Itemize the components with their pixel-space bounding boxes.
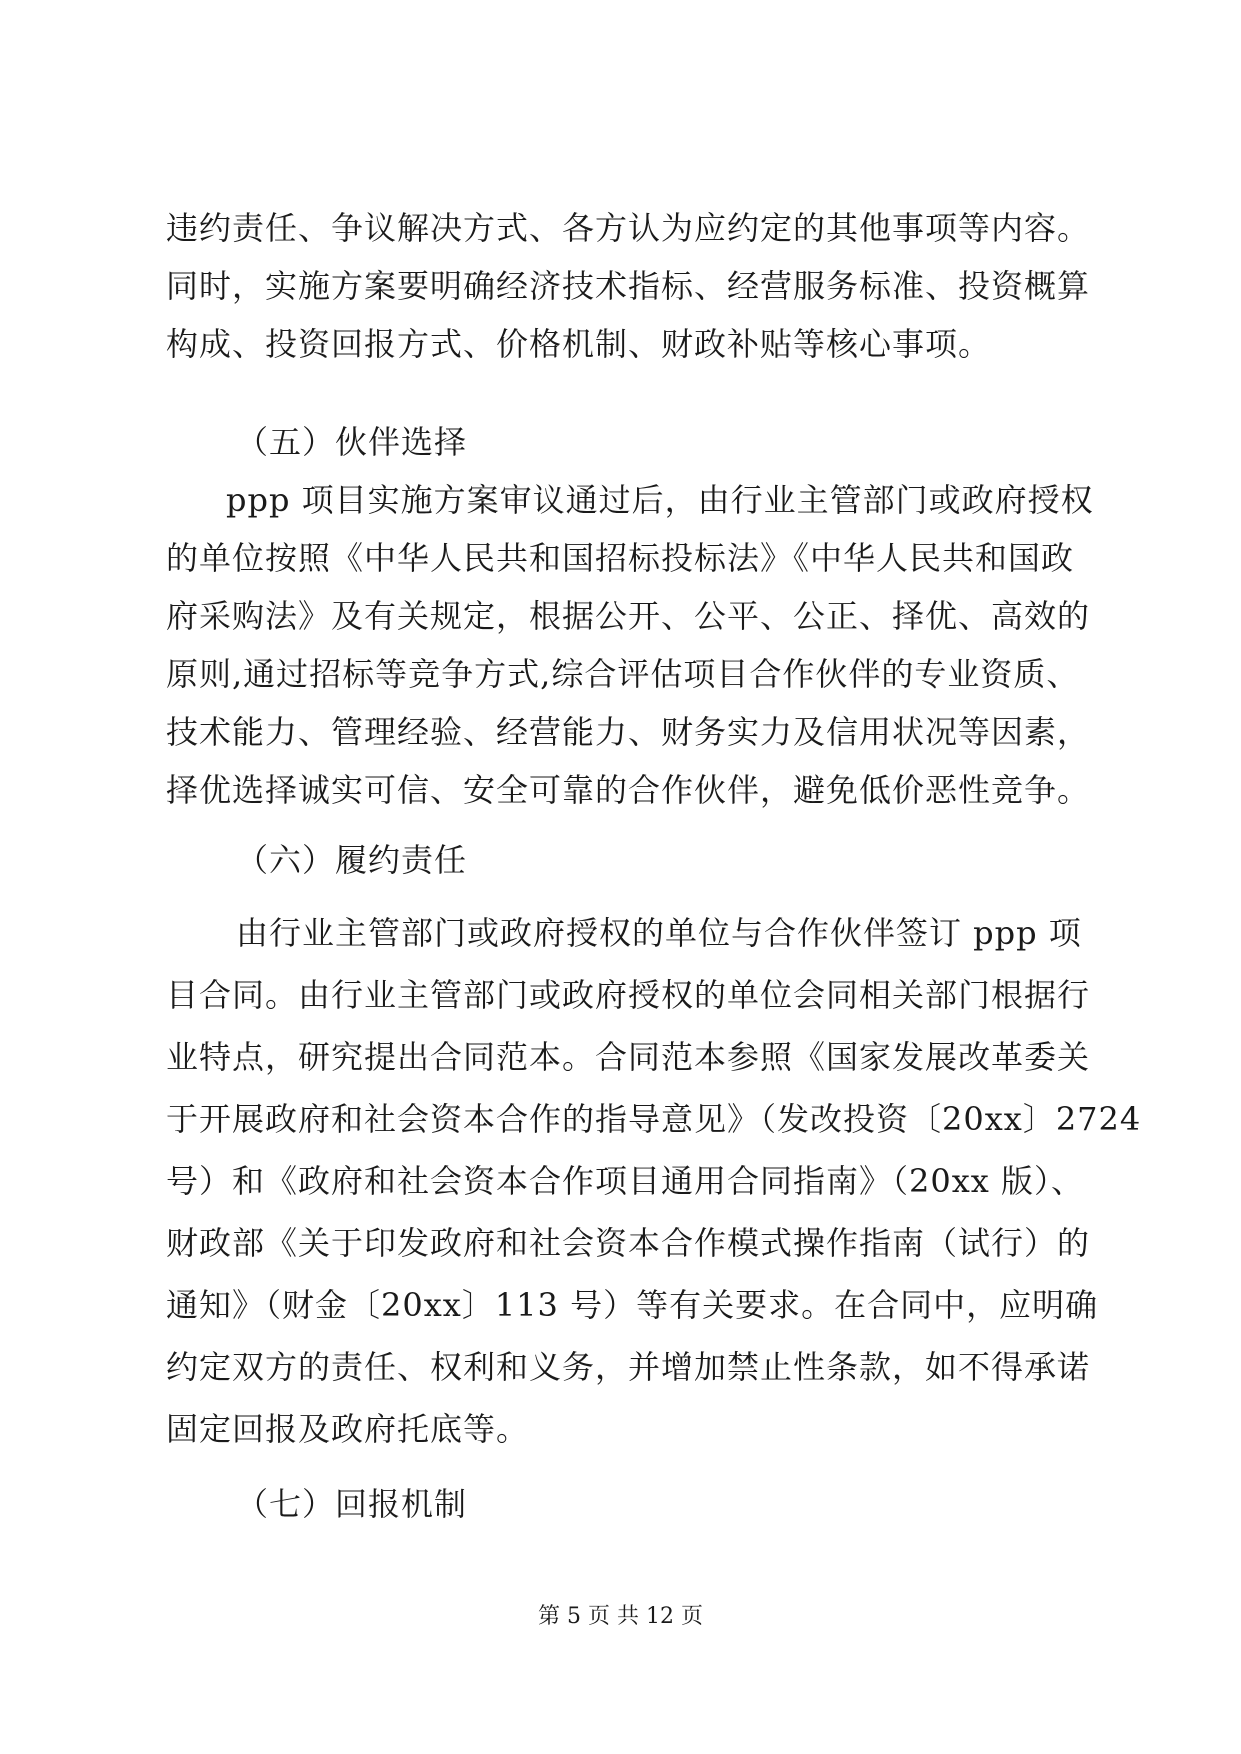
text-line: 择优选择诚实可信、安全可靠的合作伙伴，避免低价恶性竞争。 [166, 771, 1091, 809]
text-line: 财政部《关于印发政府和社会资本合作模式操作指南（试行）的 [166, 1224, 1091, 1262]
text-line: 业特点，研究提出合同范本。合同范本参照《国家发展改革委关 [166, 1038, 1091, 1076]
text-line: 通知》（财金〔20xx〕113 号）等有关要求。在合同中，应明确 [166, 1286, 1099, 1324]
text-line: 构成、投资回报方式、价格机制、财政补贴等核心事项。 [166, 325, 992, 363]
text-line: ppp 项目实施方案审议通过后，由行业主管部门或政府授权 [226, 481, 1094, 519]
text-line: 固定回报及政府托底等。 [166, 1410, 530, 1448]
text-line: 约定双方的责任、权利和义务，并增加禁止性条款，如不得承诺 [166, 1348, 1091, 1386]
text-line: 府采购法》及有关规定，根据公开、公平、公正、择优、高效的 [166, 597, 1091, 635]
text-line: 原则,通过招标等竞争方式,综合评估项目合作伙伴的专业资质、 [166, 655, 1080, 693]
text-line: 由行业主管部门或政府授权的单位与合作伙伴签订 ppp 项 [236, 914, 1082, 952]
text-line: 同时，实施方案要明确经济技术指标、经营服务标准、投资概算 [166, 267, 1091, 305]
text-line: 目合同。由行业主管部门或政府授权的单位会同相关部门根据行 [166, 976, 1091, 1014]
section-heading: （六）履约责任 [236, 841, 468, 879]
text-line: 号）和《政府和社会资本合作项目通用合同指南》（20xx 版）、 [166, 1162, 1084, 1200]
page-footer: 第 5 页 共 12 页 [538, 1604, 703, 1629]
text-line: 技术能力、管理经验、经营能力、财务实力及信用状况等因素， [166, 713, 1091, 751]
text-line: 的单位按照《中华人民共和国招标投标法》《中华人民共和国政 [166, 539, 1075, 577]
text-line: 于开展政府和社会资本合作的指导意见》（发改投资〔20xx〕2724 [166, 1100, 1142, 1138]
text-line: 违约责任、争议解决方式、各方认为应约定的其他事项等内容。 [166, 209, 1091, 247]
section-heading: （七）回报机制 [236, 1485, 468, 1523]
section-heading: （五）伙伴选择 [236, 423, 468, 461]
